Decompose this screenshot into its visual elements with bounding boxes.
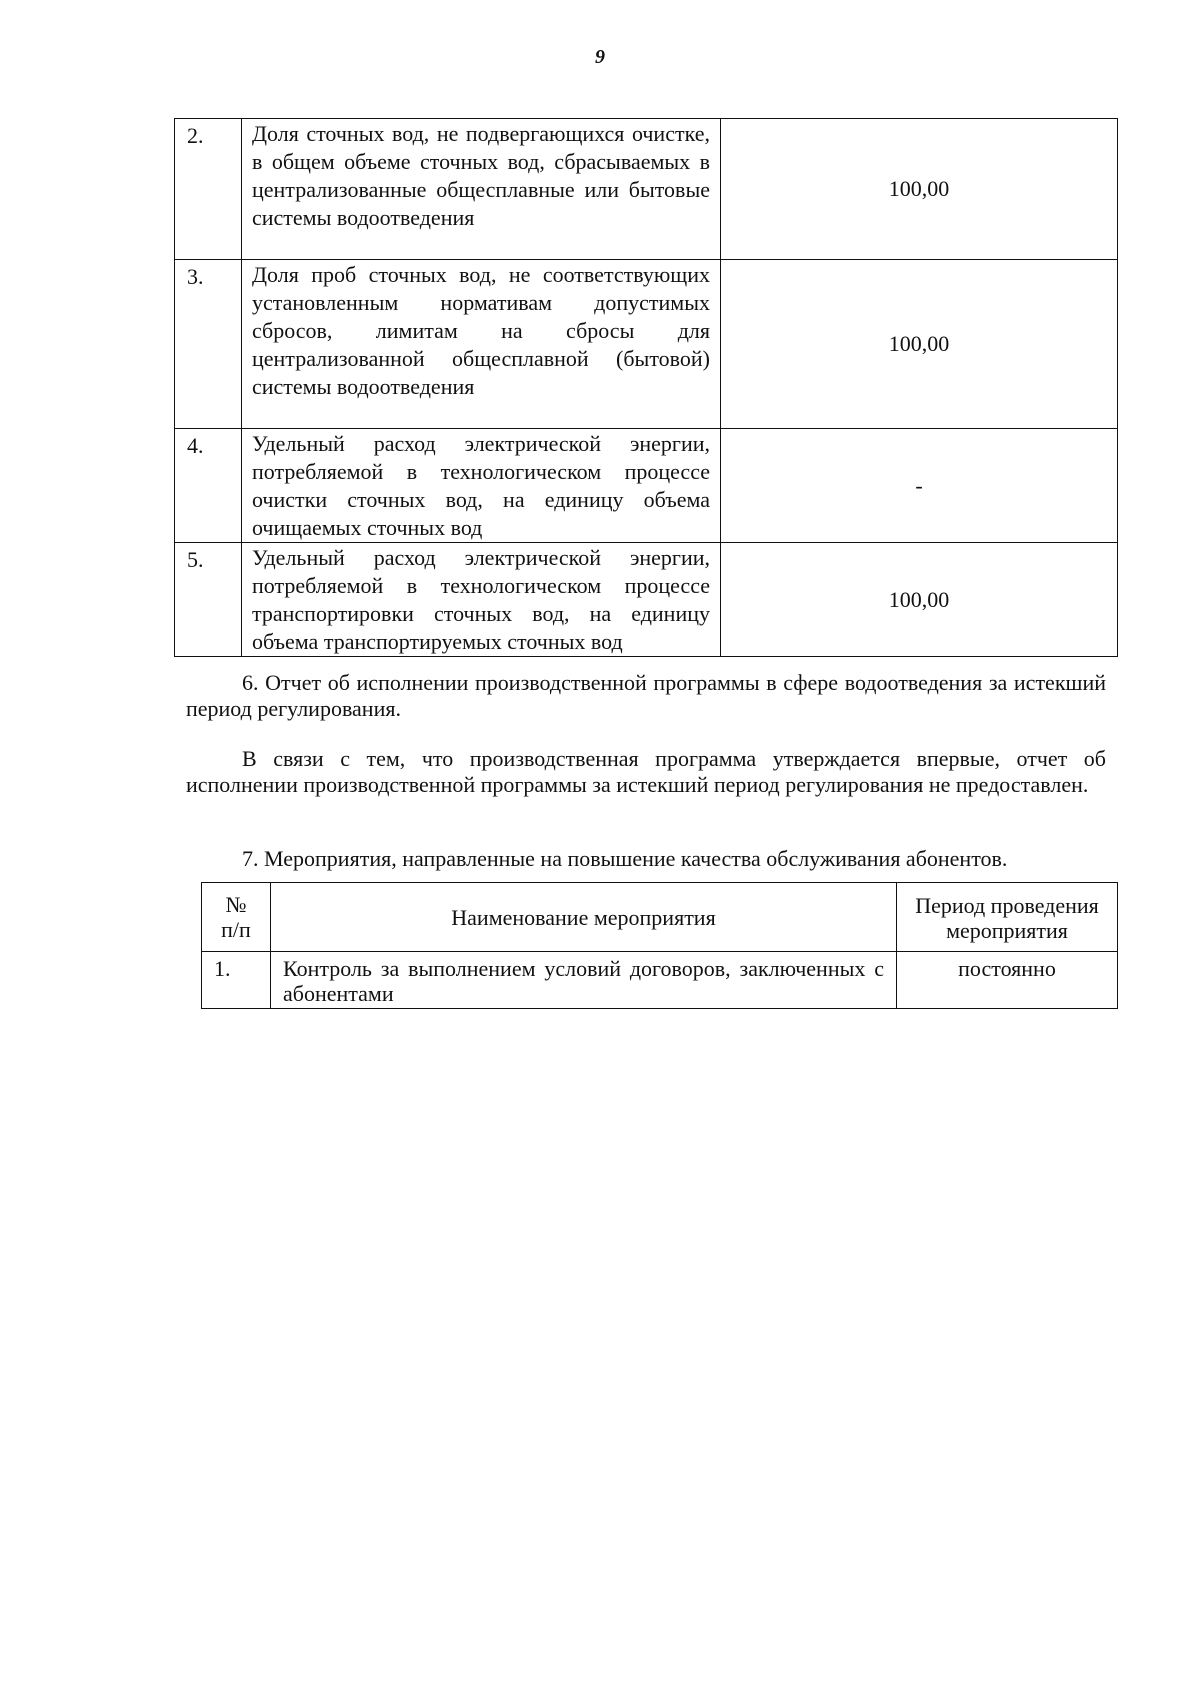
row-number: 3. [175,260,242,429]
row-number: 5. [175,543,242,657]
indicator-name: Доля проб сточных вод, не соответствующих установленным нормативам допустимых сбросов, лимитам на сбросы для централизованной общесплавной (бытовой) системы водоотведения [242,260,721,429]
indicator-value: 100,00 [721,543,1118,657]
row-number: 4. [175,429,242,543]
section-7-heading: 7. Мероприятия, направленные на повышение качества обслуживания абонентов. [242,846,1008,871]
indicator-name: Удельный расход электрической энергии, потребляемой в технологическом процессе очистки сточных вод, на единицу объема очищаемых сточных вод [242,429,721,543]
indicator-value: - [721,429,1118,543]
column-header-period: Период проведения мероприятия [897,883,1118,952]
indicators-table [174,118,1118,657]
measures-table [201,882,1118,1009]
indicator-value: 100,00 [721,260,1118,429]
table-row [175,543,1118,657]
header-num-line1: № [225,892,247,917]
page-number: 9 [595,46,605,68]
indicator-value: 100,00 [721,119,1118,260]
section-6-text: В связи с тем, что производственная программа утверждается впервые, отчет об исполнении производственной программы за истекший период регулирования не предоставлен. [186,746,1106,797]
indicator-name: Доля сточных вод, не подвергающихся очистке, в общем объеме сточных вод, сбрасываемых в централизованные общесплавные или бытовые системы водоотведения [242,119,721,260]
header-num-line2: п/п [221,917,251,942]
table-header-row [202,883,1118,952]
indicator-name: Удельный расход электрической энергии, потребляемой в технологическом процессе транспортировки сточных вод, на единицу объема транспортируемых сточных вод [242,543,721,657]
table-row [175,260,1118,429]
row-number: 2. [175,119,242,260]
section-6-heading: 6. Отчет об исполнении производственной программы в сфере водоотведения за истекший период регулирования. [186,670,1106,721]
table-row [175,429,1118,543]
column-header-name: Наименование мероприятия [271,883,897,952]
table-row [175,119,1118,260]
measure-period: постоянно [897,952,1118,1009]
table-row [202,952,1118,1009]
measure-name: Контроль за выполнением условий договоров, заключенных с абонентами [271,952,897,1009]
row-number: 1. [202,952,271,1009]
column-header-number [202,883,271,952]
